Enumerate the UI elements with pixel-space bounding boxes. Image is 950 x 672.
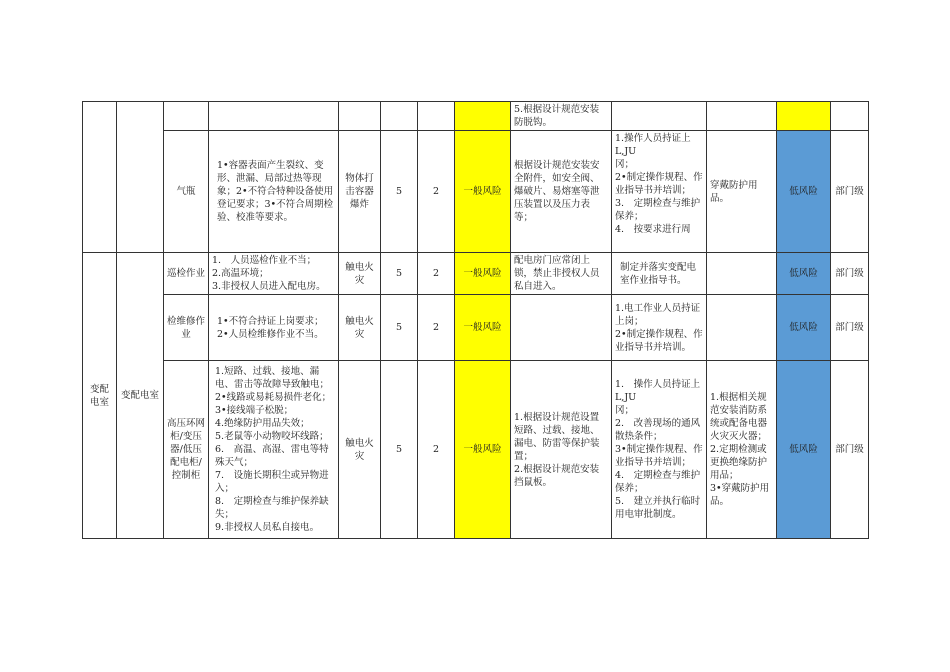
s-cell: 2 [418,253,455,295]
hazard-cell: 1•不符合持证上岗要求； 2•人员检维修作业不当。 [209,295,339,361]
unit-cell: 变配电室 [117,253,164,539]
control-level-cell: 部门级 [831,253,869,295]
table-row [83,102,869,131]
management-measure-cell: 1.操作人员持证上 L,JU 冈； 2•制定操作规程、作业指导书并培训； 3. 定期检查与维护保养； 4. 按要求进行周 [612,131,707,253]
unit-cell-upper [117,102,164,253]
risk-level-cell: 一般风险 [455,253,511,295]
engineering-measure-cell: 根据设计规范安装安全附件，如安全阀、爆破片、易熔塞等泄压装置以及压力表等； [511,131,612,253]
ppe-cell [707,102,777,131]
ppe-cell [707,253,777,295]
item-cell: 检维修作业 [164,295,209,361]
ppe-cell: 1.根据相关规范安装消防系统或配备电器火灾灭火器； 2.定期检测或更换绝缘防护用品； 3•穿戴防护用品。 [707,361,777,539]
engineering-measure-cell [511,295,612,361]
hazard-cell: 1. 人员巡检作业不当； 2.高温环境； 3.非授权人员进入配电房。 [209,253,339,295]
l-cell: 5 [381,361,418,539]
l-cell: 5 [381,253,418,295]
management-measure-cell: 制定并落实变配电室作业指导书。 [612,253,707,295]
risk-level-cell [455,102,511,131]
s-cell [418,102,455,131]
accident-cell: 触电火灾 [339,253,381,295]
table-row [83,253,869,295]
accident-cell: 物体打击容器爆炸 [339,131,381,253]
table-row [83,361,869,539]
s-cell: 2 [418,361,455,539]
management-measure-cell: 1. 操作人员持证上 L,JU 冈； 2. 改善现场的通风散热条件； 3•制定操作规程、作业指导书并培训； 4. 定期检查与维护保养； 5. 建立并执行临时用电审批制度。 [612,361,707,539]
accident-cell: 触电火灾 [339,295,381,361]
residual-risk-cell: 低风险 [777,361,831,539]
ppe-cell [707,295,777,361]
table-row [83,131,869,253]
accident-cell: 触电火灾 [339,361,381,539]
item-cell: 高压环网柜/变压器/低压配电柜/控制柜 [164,361,209,539]
item-cell: 巡检作业 [164,253,209,295]
accident-cell [339,102,381,131]
engineering-measure-cell: 5.根据设计规范安装防脱钩。 [511,102,612,131]
l-cell: 5 [381,295,418,361]
control-level-cell [831,102,869,131]
residual-risk-cell: 低风险 [777,131,831,253]
control-level-cell: 部门级 [831,131,869,253]
table-row [83,295,869,361]
item-cell: 气瓶 [164,131,209,253]
hazard-cell: 1.短路、过载、接地、漏电、雷击等故障导致触电； 2•线路或易耗易损件老化； 3•接线端子松脱； 4.绝缘防护用品失效； 5.老鼠等小动物咬坏线路； 6. 高温、高湿、雷电等特殊天气； 7. 设施长期积尘或异物进入； 8. 定期检查与维护保养缺失； 9.非授权人员私自接电。 [209,361,339,539]
residual-risk-cell: 低风险 [777,295,831,361]
area-cell: 变配电室 [83,253,117,539]
l-cell [381,102,418,131]
ppe-cell: 穿戴防护用品。 [707,131,777,253]
control-level-cell: 部门级 [831,295,869,361]
hazard-cell [209,102,339,131]
residual-risk-cell [777,102,831,131]
l-cell: 5 [381,131,418,253]
s-cell: 2 [418,131,455,253]
hazard-cell: 1•容器表面产生裂纹、变形、泄漏、局部过热等现象；2•不符合特种设备使用登记要求；3•不符合周期检验、校准等要求。 [209,131,339,253]
management-measure-cell: 1.电工作业人员持证上岗； 2•制定操作规程、作业指导书并培训。 [612,295,707,361]
area-cell-upper [83,102,117,253]
engineering-measure-cell: 1.根据设计规范设置短路、过载、接地、漏电、防雷等保护装置； 2.根据设计规范安装挡鼠板。 [511,361,612,539]
residual-risk-cell: 低风险 [777,253,831,295]
risk-assessment-table [82,101,869,539]
control-level-cell: 部门级 [831,361,869,539]
risk-level-cell: 一般风险 [455,131,511,253]
s-cell: 2 [418,295,455,361]
risk-level-cell: 一般风险 [455,361,511,539]
risk-level-cell: 一般风险 [455,295,511,361]
management-measure-cell [612,102,707,131]
engineering-measure-cell: 配电房门应常闭上锁，禁止非授权人员私自进入。 [511,253,612,295]
item-cell [164,102,209,131]
